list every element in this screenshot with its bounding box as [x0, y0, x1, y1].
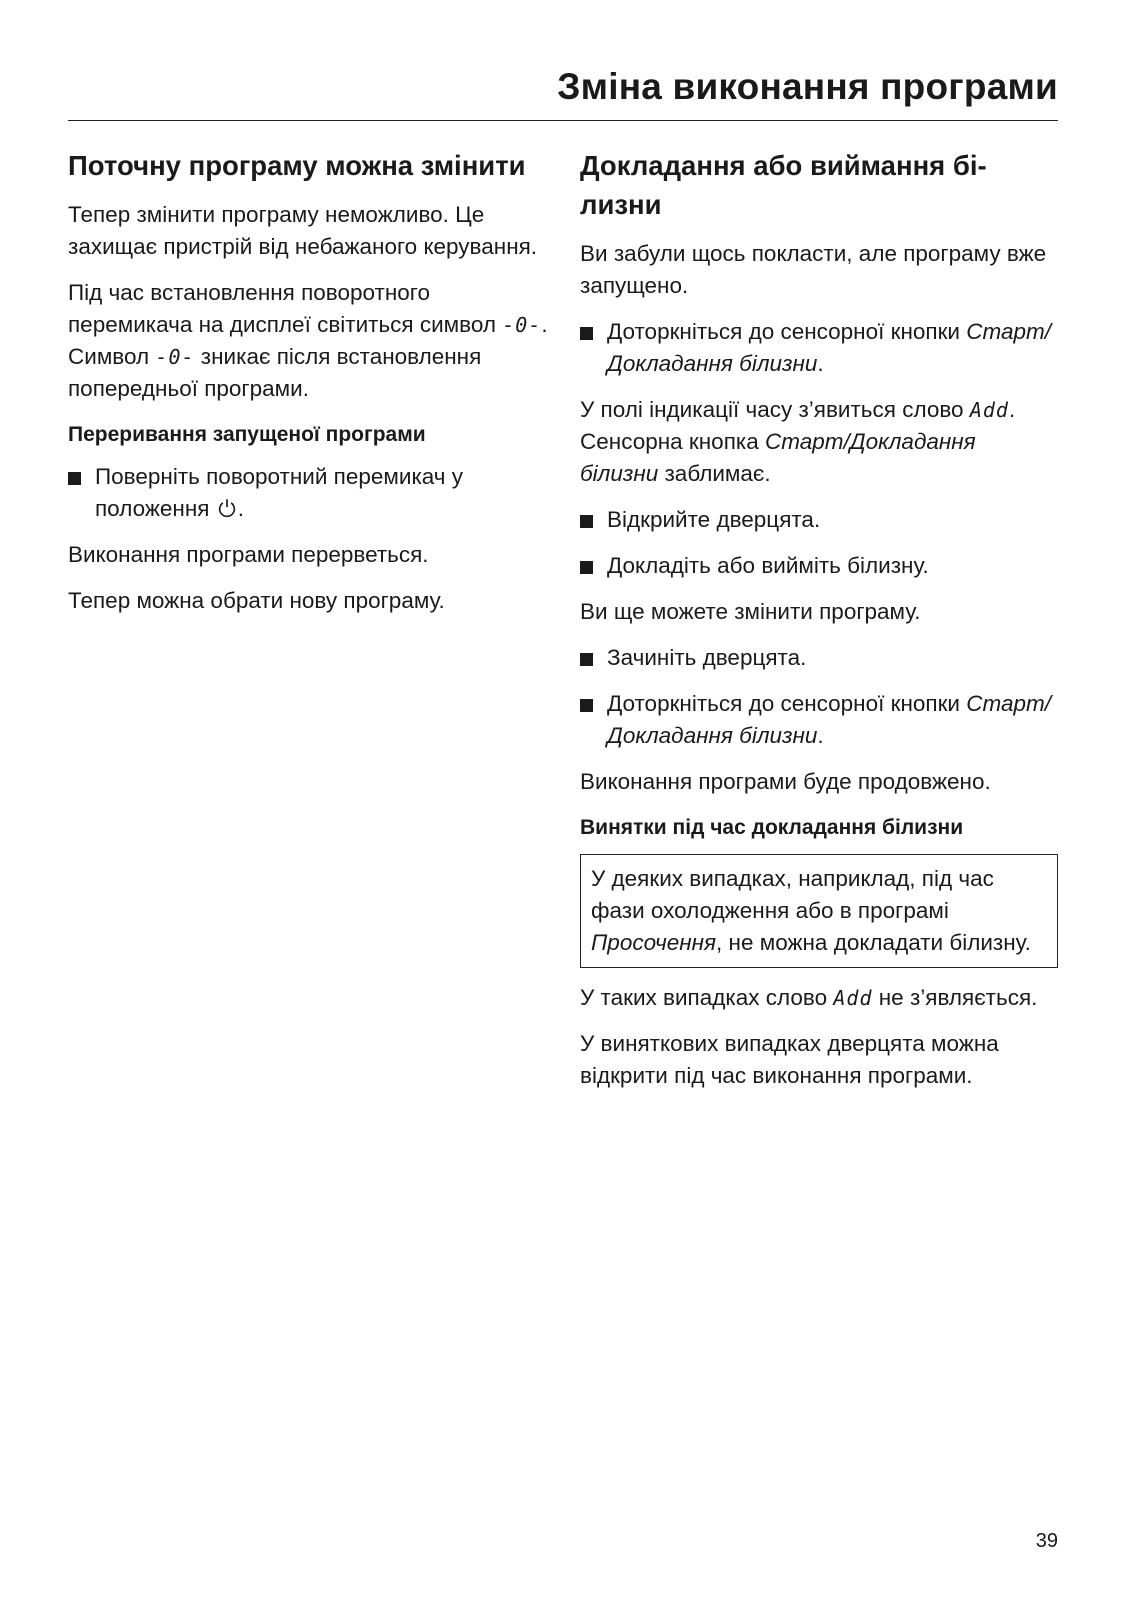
display-symbol: -0-: [502, 313, 542, 337]
square-bullet-icon: [580, 653, 593, 666]
instruction-step: Докладіть або вийміть білизну.: [580, 550, 1058, 582]
button-name: Старт/Докладання білизни: [607, 319, 1052, 376]
page-number: 39: [1035, 1530, 1058, 1552]
square-bullet-icon: [68, 472, 81, 485]
program-name: Просочення: [591, 930, 717, 955]
display-symbol: Add: [969, 398, 1009, 422]
instruction-step: Доторкніться до сенсорної кнопки Старт/Докладання білизни.: [580, 688, 1058, 752]
instruction-step: Поверніть поворотний перемикач у положення .: [68, 461, 548, 525]
paragraph: Тепер можна обрати нову програму.: [68, 588, 445, 613]
paragraph: Виконання програми перерветься.: [68, 542, 429, 567]
paragraph: Виконання програми буде продовжено.: [580, 769, 991, 794]
power-off-icon: [216, 497, 238, 519]
square-bullet-icon: [580, 515, 593, 528]
paragraph: Ви забули щось покласти, але програму вже запущено.: [580, 241, 1047, 298]
paragraph-symbol: Під час встановлення поворотного перемикача на дисплеї світиться символ -0-. Символ -0- зникає після встановлення попередньої програми.: [68, 280, 548, 401]
paragraph-symbol: У таких випадках слово Add не з’являється.: [580, 985, 1038, 1010]
instruction-step: Зачиніть дверцята.: [580, 642, 1058, 674]
note-text: У деяких випадках, наприклад, під час фази охолодження або в програмі Просочення, не можна докладати білизну.: [591, 866, 1031, 955]
instruction-step: Відкрийте дверцята.: [580, 504, 1058, 536]
subheading-exceptions: Винятки під час докладання білизни: [580, 816, 964, 839]
display-symbol: -0-: [155, 345, 195, 369]
page-header: [68, 60, 1058, 121]
page-title: Зміна виконання програми: [557, 66, 1058, 107]
section-heading-add-remove-laundry: Докладання або виймання білизни: [580, 150, 987, 220]
square-bullet-icon: [580, 327, 593, 340]
paragraph: Ви ще можете змінити програму.: [580, 599, 921, 624]
square-bullet-icon: [580, 699, 593, 712]
note-box: [580, 854, 1058, 968]
subheading-interrupt-program: Переривання запущеної програми: [68, 423, 426, 446]
button-name: Старт/Докладання білизни: [607, 691, 1052, 748]
display-symbol: Add: [833, 986, 873, 1010]
instruction-step: Доторкніться до сенсорної кнопки Старт/Докладання білизни.: [580, 316, 1058, 380]
paragraph: У виняткових випадках дверцята можна відкрити під час виконання програми.: [580, 1031, 999, 1088]
section-heading-change-program: Поточну програму можна змінити: [68, 150, 526, 181]
paragraph: Тепер змінити програму неможливо. Це захищає пристрій від небажаного керування.: [68, 202, 538, 259]
square-bullet-icon: [580, 561, 593, 574]
right-column: [580, 146, 1058, 1106]
button-name: Старт/Докладання білизни: [580, 429, 976, 486]
left-column: [68, 146, 548, 631]
paragraph-symbol: У полі індикації часу з’явиться слово Add. Сенсорна кнопка Старт/Докладання білизни заблимає.: [580, 397, 1016, 486]
